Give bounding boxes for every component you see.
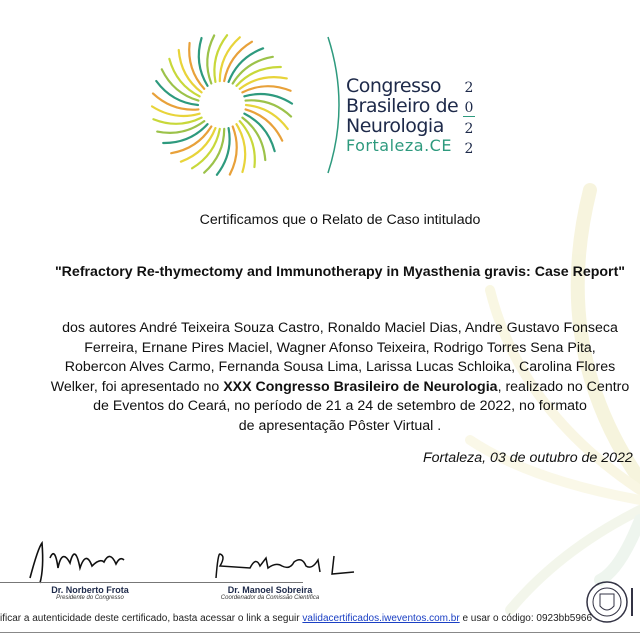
signatory-role: Coordenador da Comissão Científica xyxy=(220,595,320,601)
issue-date: Fortaleza, 03 de outubro de 2022 xyxy=(423,450,633,466)
footer-text: ificar a autenticidade deste certificado, basta acessar o link a seguir xyxy=(0,613,303,624)
year-digit: 0 xyxy=(464,100,474,116)
logo-text xyxy=(346,76,458,156)
footer-divider xyxy=(0,632,640,633)
year-digit: 2 xyxy=(464,121,474,137)
footer-code: e usar o código: 0923bb5966 xyxy=(459,613,593,624)
body-line: de apresentação Pôster Virtual . xyxy=(238,417,442,434)
sunburst-ray xyxy=(233,57,273,84)
body-line: Robercon Alves Carmo, Fernanda Sousa Lima, Larissa Lucas Schloika, Carolina Flores xyxy=(64,359,616,375)
work-title: "Refractory Re-thymectomy and Immunotherapy in Myasthenia gravis: Case Report" xyxy=(54,264,626,280)
signature-block-2 xyxy=(200,585,340,601)
body-line xyxy=(0,378,640,398)
intro-text: Certificamos que o Relato de Caso intitulado xyxy=(199,212,481,228)
sunburst-ray xyxy=(204,129,224,173)
signature-block-1 xyxy=(30,585,150,601)
congress-logo-sunburst-icon xyxy=(150,25,340,190)
sunburst-ray xyxy=(153,93,198,109)
logo-line-brasileiro: Brasileiro de xyxy=(346,95,459,117)
body-line: Ferreira, Ernane Pires Maciel, Wagner Afonso Teixeira, Rodrigo Torres Sena Pita, xyxy=(84,339,596,356)
body-text: , realizado no Centro xyxy=(497,378,630,395)
body-line: de Eventos do Ceará, no período de 21 a 24 de setembro de 2022, no formato xyxy=(93,398,587,414)
academy-seal-icon xyxy=(585,578,640,626)
validation-footer xyxy=(0,613,592,624)
congress-name: XXX Congresso Brasileiro de Neurologia xyxy=(223,378,498,395)
signature-line xyxy=(0,582,168,583)
signatory-name: Dr. Manoel Sobreira xyxy=(227,585,313,595)
certificate-body xyxy=(0,319,640,436)
sunburst-ray xyxy=(246,100,291,116)
logo-year xyxy=(463,78,475,159)
year-digit: 2 xyxy=(464,141,474,157)
sunburst-ray xyxy=(242,86,290,92)
year-digit: 2 xyxy=(464,80,474,96)
sunburst-ray xyxy=(171,126,211,153)
body-text: Welker, foi apresentado no xyxy=(50,378,224,395)
body-line: dos autores André Teixeira Souza Castro, Ronaldo Maciel Dias, Andre Gustavo Fonseca xyxy=(62,320,618,336)
validation-link[interactable]: validacertificados.iweventos.com.br xyxy=(302,613,460,624)
sunburst-ray xyxy=(153,118,201,124)
signature-norberto-frota xyxy=(20,538,140,586)
logo-line-congresso: Congresso xyxy=(346,75,441,97)
signature-manoel-sobreira xyxy=(210,548,360,582)
sunburst-ray xyxy=(207,35,214,83)
signature-line xyxy=(157,582,303,583)
logo-arc xyxy=(328,37,339,173)
logo-line-neurologia: Neurologia xyxy=(346,115,444,137)
logo-line-city: Fortaleza.CE xyxy=(346,136,452,155)
sunburst-ray xyxy=(230,126,237,174)
signatory-name: Dr. Norberto Frota xyxy=(51,585,129,595)
signatory-role: Presidente do Congresso xyxy=(56,595,124,601)
sunburst-ray xyxy=(220,37,240,81)
